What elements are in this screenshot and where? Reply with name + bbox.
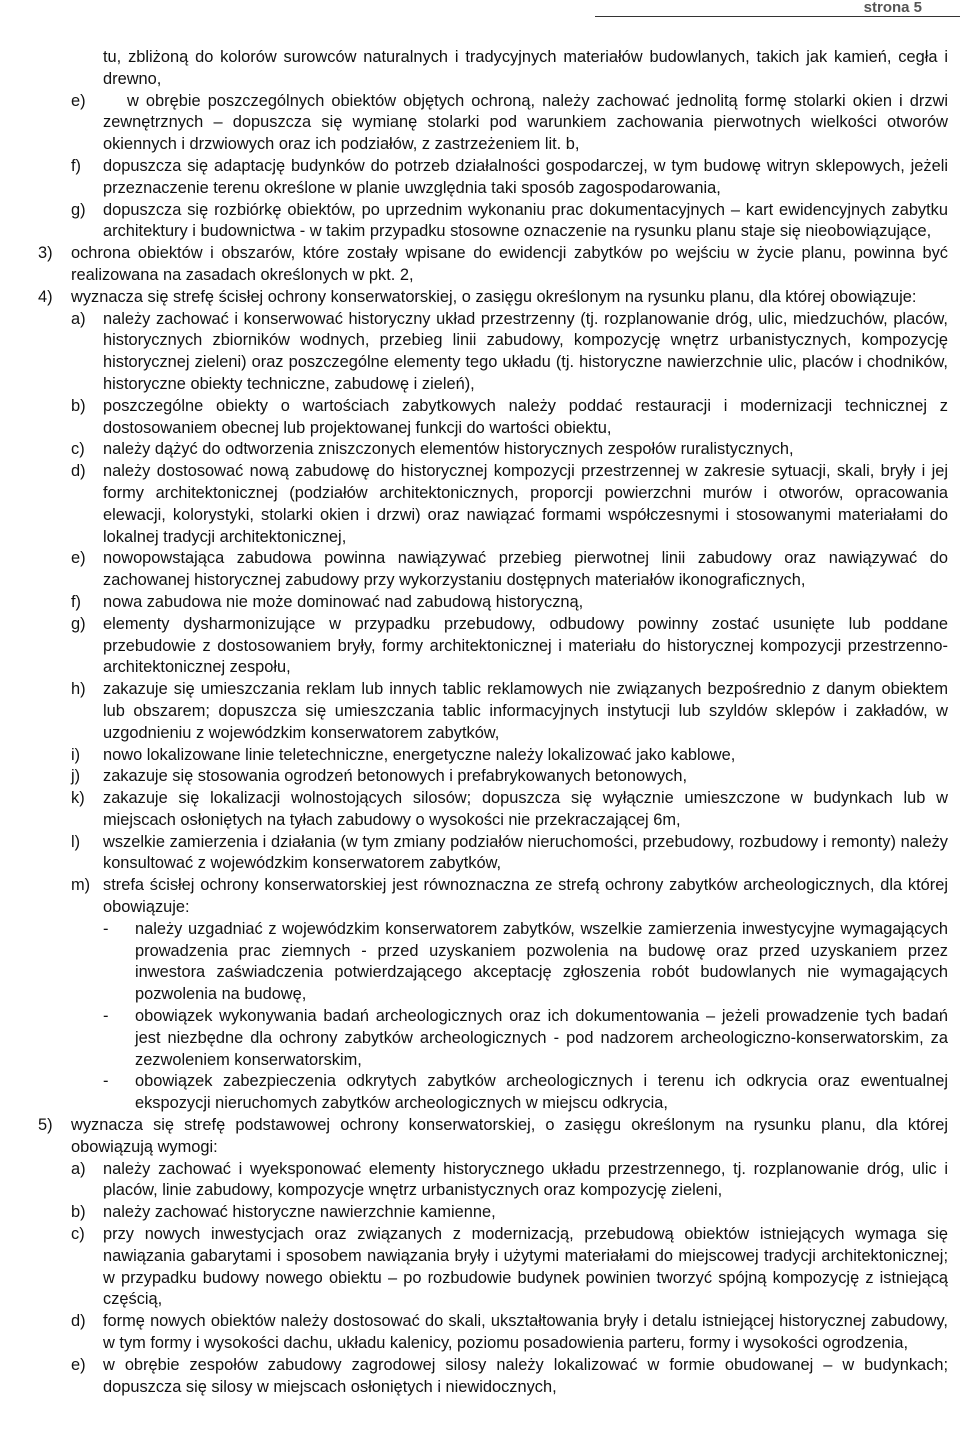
list-item	[71, 156, 948, 200]
list-marker: b)	[71, 396, 86, 415]
list-marker: j)	[71, 767, 81, 786]
list-item	[71, 439, 948, 461]
list-item-text: należy dostosować nową zabudowę do historycznej kompozycji przestrzennej w zakresie sytuacji, skali, bryły i jej formy architektonicznej (podziałów architektonicznych, proporcji powierzchni murów i otworów, opracowania elewacji, kolorystyki, stolarki okien i drzwi) oraz nawiązać formami współczesnymi i stosowanymi materiałami do lokalnej tradycji architektonicznej,	[103, 462, 948, 546]
list-item-text: nowo lokalizowane linie teletechniczne, energetyczne należy lokalizować jako kablowe,	[103, 745, 736, 764]
list-marker: a)	[71, 1159, 86, 1178]
list-item-text: zakazuje się lokalizacji wolnostojących silosów; dopuszcza się wyłącznie umieszczone w budynkach lub w miejscach osłoniętych na tyłach zabudowy o wysokości nie przekraczającej 6m,	[103, 789, 948, 829]
list-item-text: dopuszcza się adaptację budynków do potrzeb działalności gospodarczej, w tym budowę witryn sklepowych, jeżeli przeznaczenie terenu określone w planie uwzględnia taki sposób zagospodarowania,	[103, 156, 948, 197]
list-marker: b)	[71, 1203, 86, 1222]
list-item	[38, 243, 948, 287]
list-item-text: wyznacza się strefę podstawowej ochrony konserwatorskiej, o zasięgu określonym na rysunku planu, dla której obowiązują wymogi:	[71, 1116, 948, 1156]
bullet-text: należy uzgadniać z wojewódzkim konserwatorem zabytków, wszelkie zamierzenia inwestycyjne wymagających prowadzenia prac ziemnych - przed uzyskaniem pozwolenia na budowę oraz przed uzyskaniem przez inwestora zaświadczenia potwierdzającego akceptację zgłoszenia robót budowlanych nie wymagających pozwolenia na budowę,	[135, 919, 948, 1004]
list-item	[71, 309, 948, 396]
list-item	[71, 1159, 948, 1203]
paragraph-text: tu, zbliżoną do kolorów surowców naturalnych i tradycyjnych materiałów budowlanych, takich jak kamień, cegła i drewno,	[103, 48, 948, 88]
list-item-text: wyznacza się strefę ścisłej ochrony konserwatorskiej, o zasięgu określonym na rysunku planu, dla której obowiązuje:	[71, 287, 917, 306]
list-marker: 4)	[38, 287, 53, 306]
list-item	[71, 745, 948, 767]
list-item	[71, 548, 948, 592]
document-body	[0, 47, 960, 1398]
list-marker: f)	[71, 592, 82, 611]
list-item	[71, 1355, 948, 1399]
list-marker: f)	[71, 156, 82, 175]
list-item-text: nowa zabudowa nie może dominować nad zabudową historyczną,	[103, 592, 584, 611]
list-item	[71, 461, 948, 548]
list-marker: k)	[71, 789, 85, 808]
list-marker: i)	[71, 745, 81, 764]
header-rule	[595, 16, 960, 17]
bullet-dash: -	[103, 1072, 109, 1091]
list-marker: d)	[71, 1312, 86, 1331]
bullet-dash: -	[103, 919, 109, 938]
list-marker: c)	[71, 440, 85, 459]
list-item-text: należy zachować i konserwować historyczny układ przestrzenny (tj. rozplanowanie dróg, ulic, miedzuchów, placów, historycznych zbiorników wodnych, przebieg linii zabudowy, kompozycję wnętrz urbanistycznych, kompozycję historycznej zieleni) oraz poszczególne elementy tego układu (tj. historyczne nawierzchnie ulic, placów i chodników, historyczne obiekty techniczne, zabudowę i zieleń),	[103, 309, 948, 393]
list-item	[71, 200, 948, 244]
bullet-item	[103, 919, 948, 1006]
list-marker: e)	[71, 91, 86, 110]
list-item-text: zakazuje się stosowania ogrodzeń betonowych i prefabrykowanych betonowych,	[103, 767, 688, 786]
list-item-text: należy dążyć do odtworzenia zniszczonych elementów historycznych zespołów ruralistycznych,	[103, 440, 794, 459]
list-item-text: strefa ścisłej ochrony konserwatorskiej jest równoznaczna ze strefą ochrony zabytków archeologicznych, dla której obowiązuje:	[103, 876, 948, 917]
list-item-text: w obrębie zespołów zabudowy zagrodowej silosy należy lokalizować w formie obudowanej – w budynkach; dopuszcza się silosy w miejscach osłoniętych i niewidocznych,	[103, 1355, 948, 1396]
list-marker: a)	[71, 309, 86, 328]
list-item	[71, 832, 948, 876]
list-marker: e)	[71, 1355, 86, 1374]
list-item	[71, 1224, 948, 1311]
list-marker: l)	[71, 832, 81, 851]
list-item	[71, 91, 948, 156]
bullet-dash: -	[103, 1007, 109, 1026]
list-item	[71, 592, 948, 614]
list-marker: 5)	[38, 1116, 53, 1135]
list-item-text: przy nowych inwestycjach oraz związanych z modernizacją, przebudową obiektów istniejących wymaga się nawiązania gabarytami i sposobem nawiązania bryły i użytymi materiałami do miejscowej tradycji architektonicznej; w przypadku budowy nowego obiektu – po rozbudowie budynek powinien tworzyć spójną kompozycję z istniejącą częścią,	[103, 1225, 948, 1309]
list-item-text: poszczególne obiekty o wartościach zabytkowych należy poddać restauracji i modernizacji technicznej z dostosowaniem obecnej lub projektowanej funkcji do wartości obiektu,	[103, 396, 948, 437]
list-item-text: elementy dysharmonizujące w przypadku przebudowy, odbudowy powinny zostać usunięte lub poddane przebudowie z dostosowaniem bryły, formy architektonicznej i materiału do historycznej kompozycji przestrzenno-architektonicznej zespołu,	[103, 614, 948, 677]
bullet-item	[103, 1006, 948, 1071]
list-item	[71, 1311, 948, 1355]
list-item	[71, 1202, 948, 1224]
list-item	[38, 1115, 948, 1159]
list-item-text: należy zachować i wyeksponować elementy historycznego układu przestrzennego, tj. rozplanowanie dróg, ulic i placów, linie zabudowy, kompozycje wnętrz urbanistycznych oraz kompozycję zieleni,	[103, 1159, 948, 1200]
list-item-text: formę nowych obiektów należy dostosować do skali, ukształtowania bryły i detalu istniejącej historycznej zabudowy, w tym formy i wysokości dachu, układu kalenicy, poziomu posadowienia parteru, formy i wysokości ogrodzenia,	[103, 1312, 948, 1353]
bullet-text: obowiązek zabezpieczenia odkrytych zabytków archeologicznych i terenu ich odkrycia oraz ewentualnej ekspozycji nieruchomych zabytków archeologicznych w miejscu odkrycia,	[135, 1072, 948, 1113]
list-marker: m)	[71, 876, 91, 895]
page-number: strona 5	[863, 0, 922, 16]
list-item	[38, 287, 948, 309]
list-marker: d)	[71, 462, 86, 481]
list-marker: c)	[71, 1225, 85, 1244]
list-item	[71, 875, 948, 919]
list-item-text: wszelkie zamierzenia i działania (w tym zmiany podziałów nieruchomości, przebudowy, rozbudowy i remonty) należy konsultować z wojewódzkim konserwatorem zabytków,	[103, 832, 948, 873]
list-marker: 3)	[38, 244, 53, 263]
list-marker: h)	[71, 680, 86, 699]
bullet-text: obowiązek wykonywania badań archeologicznych oraz ich dokumentowania – jeżeli prowadzenie tych badań jest niezbędne dla ochrony zabytków archeologicznych - pod nadzorem archeologiczno-konserwatorskim, za zezwoleniem konserwatorskim,	[135, 1007, 948, 1069]
list-item	[71, 766, 948, 788]
list-item-text: należy zachować historyczne nawierzchnie kamienne,	[103, 1203, 496, 1222]
list-marker: g)	[71, 614, 86, 633]
list-marker: g)	[71, 200, 86, 219]
list-item-text: ochrona obiektów i obszarów, które zostały wpisane do ewidencji zabytków po wejściu w życie planu, powinna być realizowana na zasadach określonych w pkt. 2,	[71, 244, 948, 284]
list-marker: e)	[71, 549, 86, 568]
bullet-item	[103, 1071, 948, 1115]
list-item-text: nowopowstająca zabudowa powinna nawiązywać przebieg pierwotnej linii zabudowy oraz nawiązywać do zachowanej historycznej zabudowy przy wykorzystaniu dostępnych materiałów ikonograficznych,	[103, 549, 948, 590]
list-item	[71, 614, 948, 679]
list-item	[71, 679, 948, 744]
list-item	[71, 396, 948, 440]
list-item-text: w obrębie poszczególnych obiektów objętych ochroną, należy zachować jednolitą formę stolarki okien i drzwi zewnętrznych – dopuszcza się wymianę stolarki pod warunkiem zachowania pierwotnych wielkości otworów okiennych i drzwiowych oraz ich podziałów, z zastrzeżeniem lit. b,	[103, 91, 948, 154]
paragraph	[103, 47, 948, 91]
list-item-text: dopuszcza się rozbiórkę obiektów, po uprzednim wykonaniu prac dokumentacyjnych – kart ewidencyjnych zabytku architektury i budownictwa - w takim przypadku stosowne oznaczenie na rysunku planu staje się nieobowiązujące,	[103, 200, 948, 241]
list-item-text: zakazuje się umieszczania reklam lub innych tablic reklamowych nie związanych bezpośrednio z danym obiektem lub obszarem; dopuszcza się umieszczania tablic informacyjnych instytucji lub szyldów sklepów i zakładów, w uzgodnieniu z wojewódzkim konserwatorem zabytków,	[103, 680, 948, 742]
list-item	[71, 788, 948, 832]
